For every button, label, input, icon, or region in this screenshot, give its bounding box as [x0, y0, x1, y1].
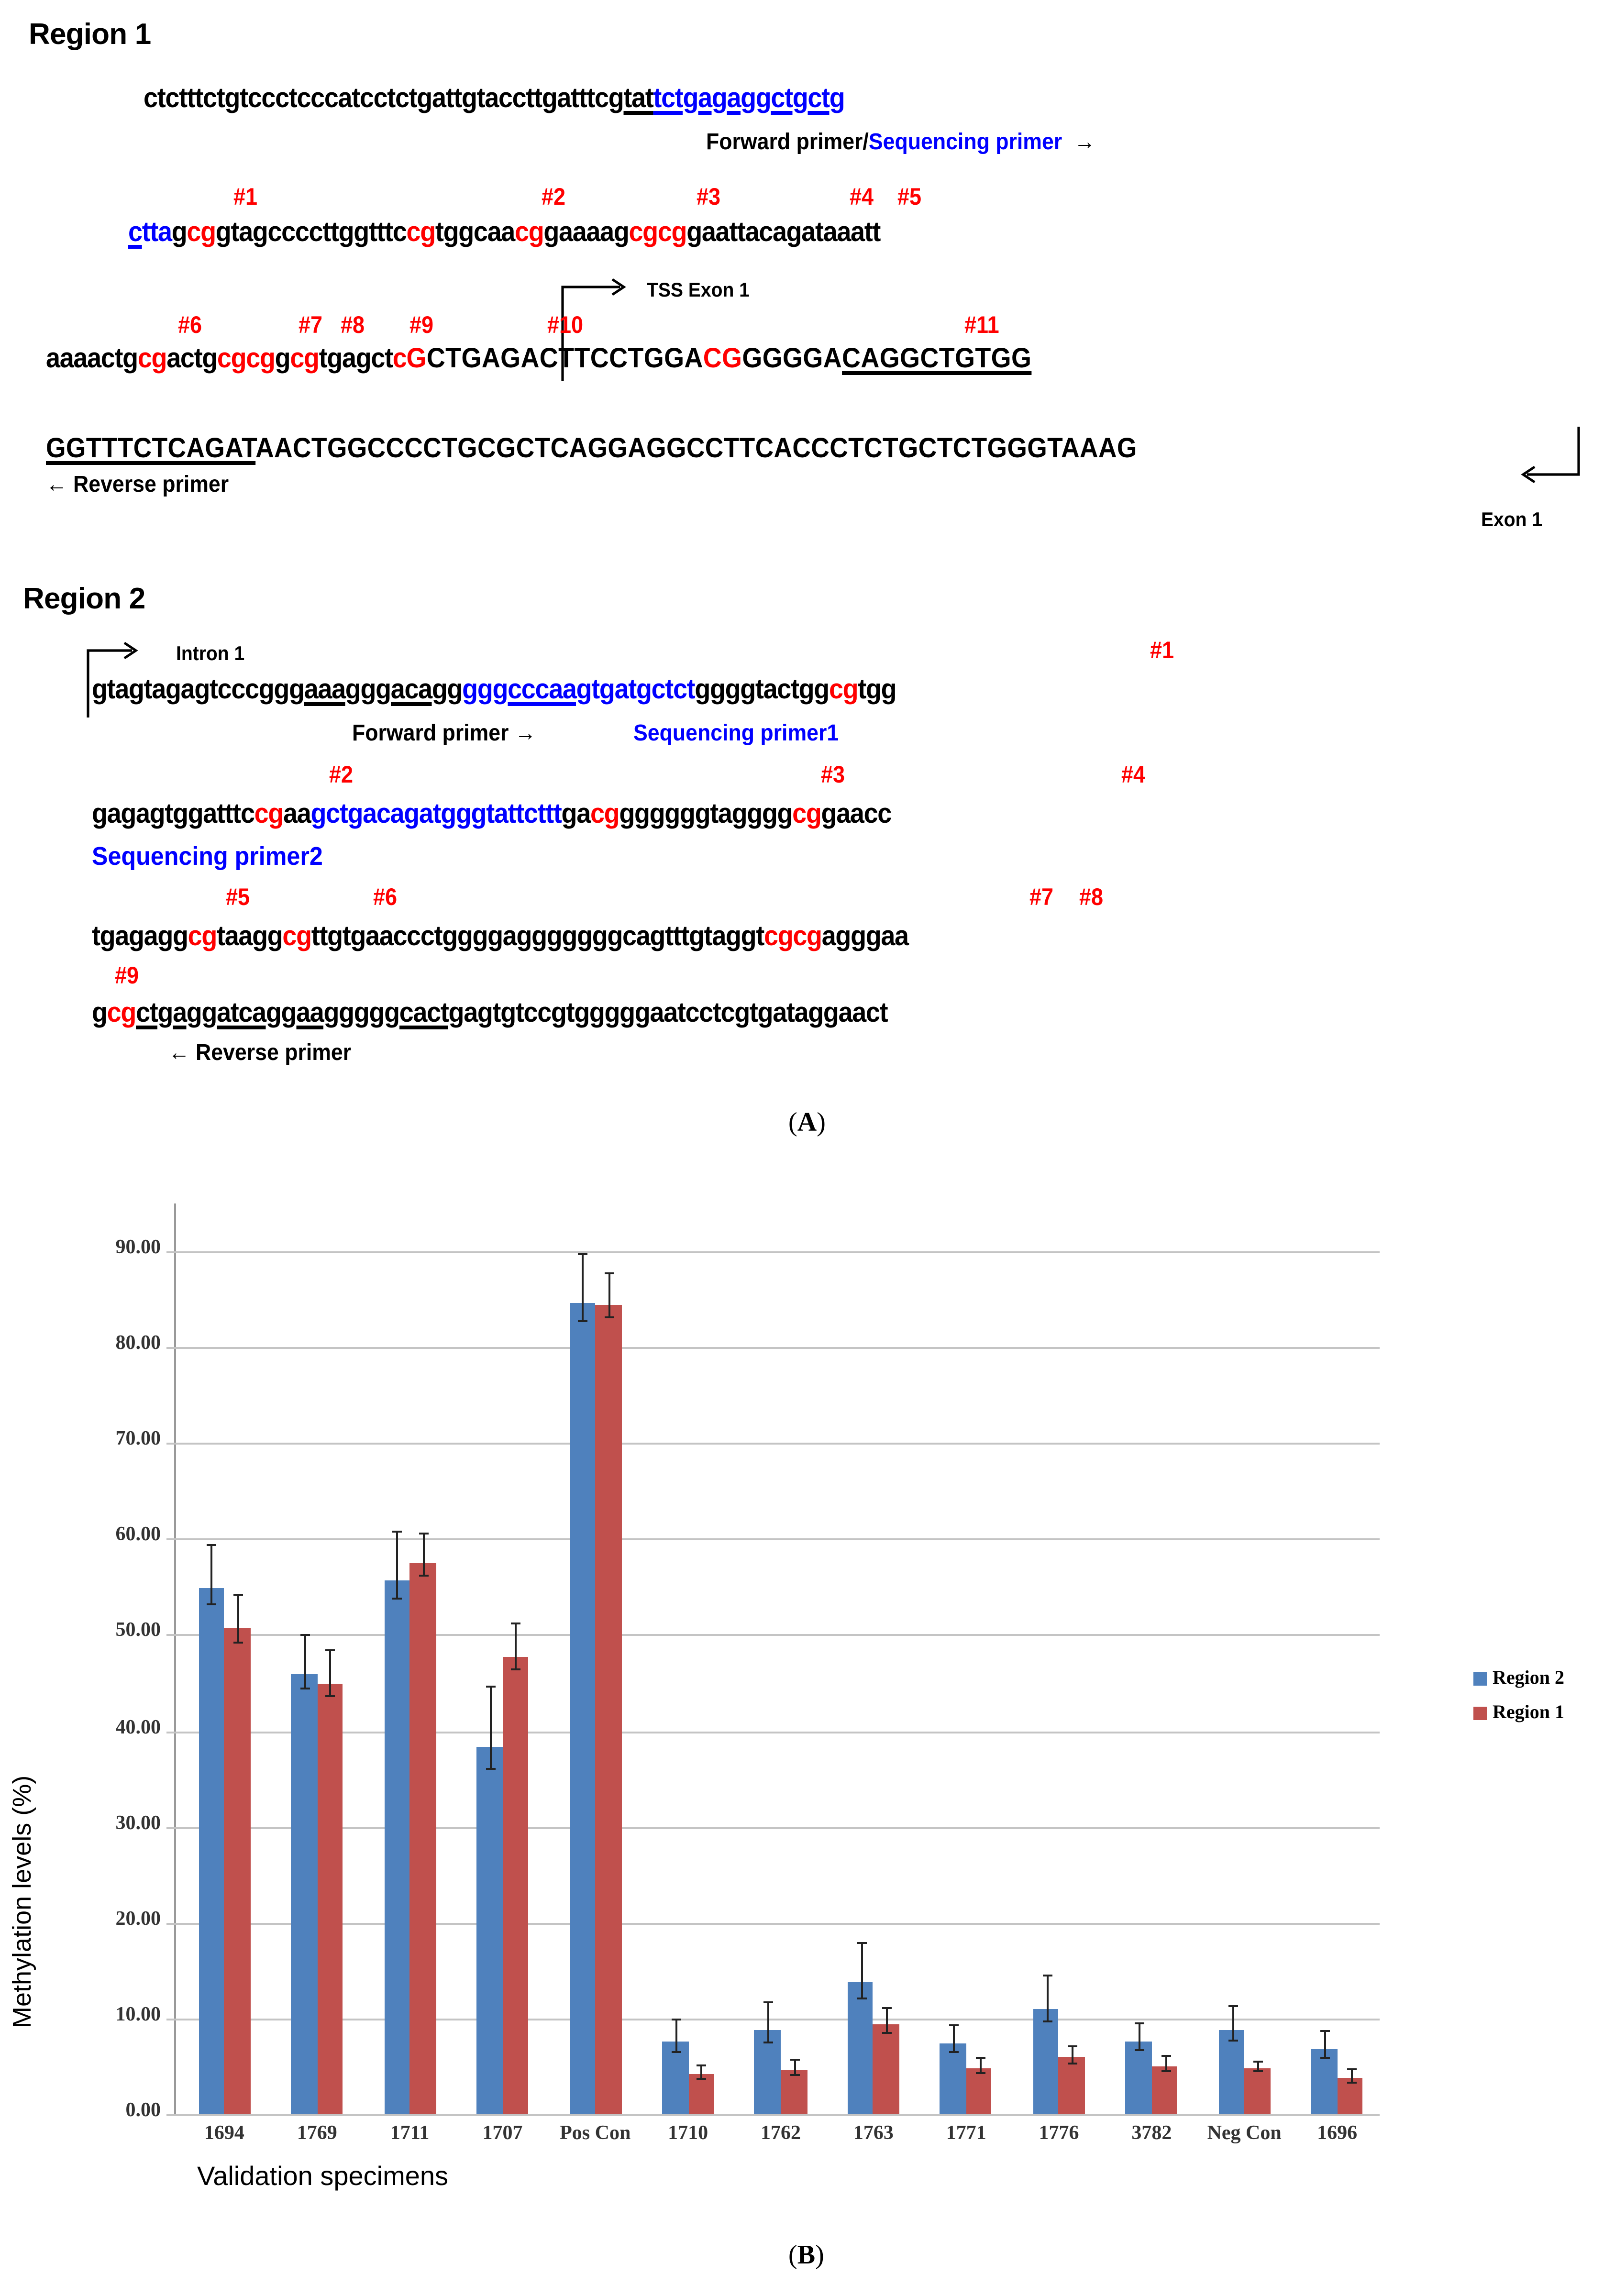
cpg-site: g: [121, 999, 136, 1029]
gridline: [166, 1731, 1380, 1733]
y-tick-label: 50.00: [115, 1621, 161, 1643]
y-tick-label: 20.00: [115, 1909, 161, 1931]
error-cap: [883, 2007, 892, 2009]
region2-seq-line3: tgagaggcgtaaggcgttgtgaaccctggggagggggggcagtttgtaggtcgcgagggaa: [92, 922, 908, 953]
error-bar: [211, 1545, 213, 1604]
sequencing-primer1-seq: gggcccaag: [462, 675, 592, 706]
error-cap: [697, 2065, 707, 2067]
error-bar: [330, 1650, 332, 1696]
gridline: [166, 1635, 1380, 1637]
cpg-mark: #3: [697, 184, 721, 210]
error-cap: [486, 1686, 495, 1688]
error-cap: [512, 1669, 521, 1671]
error-cap: [790, 2074, 799, 2076]
cpg-mark: #9: [115, 962, 139, 989]
error-bar: [768, 2002, 770, 2041]
exon1-label: Exon 1: [1481, 509, 1543, 532]
error-cap: [1161, 2055, 1171, 2057]
x-tick-label: 1696: [1317, 2124, 1358, 2145]
cpg-mark: #11: [964, 312, 999, 339]
error-cap: [671, 2051, 681, 2053]
gridline: [166, 1922, 1380, 1924]
seq-plain: ctctttctgtccctcccatcctctgattgtaccttgatttc: [144, 84, 608, 115]
y-tick-label: 70.00: [115, 1430, 161, 1451]
bar-region-1: [1059, 2058, 1085, 2114]
right-arrow-icon: →: [1074, 128, 1095, 155]
cpg-mark: #4: [1121, 762, 1146, 788]
bar-region-1: [1337, 2078, 1363, 2114]
error-cap: [1253, 2061, 1263, 2063]
cpg-mark: #1: [1150, 637, 1174, 664]
cpg-site: CG: [703, 344, 742, 375]
cpg-site: cgcg: [763, 922, 822, 953]
bar-region-1: [781, 2070, 807, 2114]
forward-primer-seq: gtat: [608, 84, 653, 115]
error-bar: [675, 2020, 677, 2051]
x-tick-label: 1707: [482, 2124, 523, 2145]
error-cap: [604, 1271, 614, 1273]
sequencing-primer2-label: Sequencing primer2: [92, 842, 323, 871]
y-tick-label: 0.00: [125, 2101, 161, 2122]
bar-region-2: [476, 1747, 502, 2114]
bar-region-1: [224, 1629, 250, 2114]
error-bar: [794, 2060, 796, 2074]
error-bar: [397, 1531, 398, 1597]
bar-region-1: [595, 1305, 621, 2114]
y-tick-label: 80.00: [115, 1334, 161, 1355]
error-cap: [1068, 2062, 1078, 2064]
y-axis-line: [174, 1203, 176, 2114]
error-cap: [604, 1317, 614, 1319]
error-bar: [979, 2058, 981, 2072]
cpg-mark: #7: [1029, 884, 1054, 911]
cpg-site: cg: [590, 800, 619, 830]
error-cap: [1346, 2081, 1356, 2083]
region2-forward-primer-label: Forward primer →: [352, 719, 536, 746]
plot-area: [174, 1203, 1380, 2114]
error-cap: [764, 2041, 774, 2043]
error-cap: [950, 2025, 959, 2027]
region2-seq-line2: gagagtggatttccgaagctgacagatgggtattctttgacgggggggtaggggcggaacc: [92, 800, 892, 830]
x-tick-label: 3782: [1131, 2124, 1172, 2145]
sequencing-primer2-seq: gctgacagatgggtattcttt: [310, 800, 562, 830]
error-bar: [304, 1635, 306, 1687]
error-cap: [1068, 2045, 1078, 2047]
x-axis-ticks: [174, 2116, 1380, 2154]
cpg-mark: #4: [850, 184, 874, 210]
cpg-mark: #10: [547, 312, 584, 339]
cpg-site: G: [406, 344, 427, 375]
tss-label: TSS Exon 1: [647, 279, 750, 302]
bar-region-2: [291, 1673, 317, 2114]
region2-reverse-primer-label: ← Reverse primer: [168, 1039, 352, 1066]
reverse-primer-seq: GGTTTCTCAGAT: [46, 434, 256, 465]
forward-primer-seq: ggaaagggacagg: [274, 675, 463, 706]
panel-b-label: (B): [788, 2242, 824, 2271]
x-tick-label: 1769: [297, 2124, 337, 2145]
error-cap: [486, 1768, 495, 1770]
y-tick-label: 60.00: [115, 1525, 161, 1547]
error-bar: [1165, 2055, 1167, 2070]
y-axis-ticks: [65, 1158, 170, 2152]
error-bar: [582, 1253, 584, 1321]
error-cap: [1320, 2030, 1330, 2032]
y-axis-label: Methylation levels (%): [8, 1775, 36, 2028]
region1-primer-note: [706, 128, 1095, 155]
cpg-mark: #7: [299, 312, 323, 339]
bar-region-1: [1151, 2066, 1177, 2114]
error-bar: [423, 1532, 425, 1575]
region2-title: Region 2: [23, 584, 145, 616]
cpg-site: c: [392, 344, 407, 375]
error-cap: [975, 2058, 985, 2060]
bar-region-1: [410, 1564, 436, 2114]
gridline: [166, 1539, 1380, 1541]
gridline: [166, 2019, 1380, 2020]
panel-a-label: (A): [788, 1110, 826, 1138]
error-cap: [1135, 2023, 1144, 2025]
x-axis-label: Validation specimens: [197, 2160, 449, 2191]
error-cap: [300, 1635, 310, 1637]
error-cap: [1042, 1974, 1051, 1976]
region1-title: Region 1: [29, 19, 151, 52]
bar-region-2: [1311, 2050, 1337, 2114]
error-cap: [578, 1253, 588, 1255]
error-cap: [1228, 2040, 1237, 2042]
region1-seq-line4: GGTTTCTCAGATAACTGGCCCCTGCGCTCAGGAGGCCTTCACCCTCTGCTCTGGGTAAAG: [46, 434, 1137, 465]
bar-region-2: [940, 2044, 966, 2114]
error-cap: [975, 2072, 985, 2074]
error-bar: [608, 1271, 610, 1317]
error-bar: [861, 1943, 863, 1997]
cpg-mark: #2: [542, 184, 566, 210]
error-bar: [1139, 2023, 1140, 2049]
reverse-primer-seq: CAGGCTGTGG: [842, 344, 1032, 375]
error-cap: [1228, 2006, 1237, 2008]
cpg-mark: #3: [821, 762, 845, 788]
error-cap: [326, 1696, 336, 1698]
y-tick-label: 40.00: [115, 1717, 161, 1739]
region1-seq-line1: [144, 84, 844, 115]
x-tick-label: 1771: [946, 2124, 986, 2145]
bar-region-2: [199, 1589, 224, 2114]
cpg-site: cg: [282, 922, 311, 953]
bar-region-2: [755, 2031, 781, 2114]
legend-item-region2: Region 2: [1473, 1668, 1564, 1689]
error-cap: [208, 1545, 217, 1546]
x-tick-label: 1694: [204, 2124, 244, 2145]
legend-swatch-blue: [1473, 1672, 1487, 1686]
error-bar: [489, 1686, 491, 1768]
cpg-site: cgcg: [217, 344, 275, 375]
x-tick-label: Pos Con: [560, 2124, 631, 2145]
error-cap: [1253, 2071, 1263, 2073]
cpg-mark: #2: [329, 762, 354, 788]
error-cap: [326, 1650, 336, 1652]
x-tick-label: 1711: [390, 2124, 430, 2145]
exon-end-arrow-icon: [1473, 425, 1588, 501]
sequencing-primer1-label: Sequencing primer1: [633, 719, 839, 746]
error-cap: [393, 1531, 402, 1533]
bar-region-2: [384, 1580, 409, 2114]
bar-region-2: [848, 1983, 874, 2114]
error-cap: [578, 1321, 588, 1323]
legend-item-region1: Region 1: [1473, 1703, 1564, 1724]
error-cap: [208, 1604, 217, 1606]
cpg-site: cg: [188, 922, 217, 953]
bar-region-1: [688, 2074, 714, 2114]
region2-seq-line4: gcgctgaggatcaggaagggggcactgagtgtccgtgggggaatcctcgtgataggaact: [92, 999, 888, 1029]
bar-region-1: [966, 2068, 992, 2114]
bar-region-1: [502, 1657, 528, 2114]
region1-reverse-primer-label: ← Reverse primer: [46, 471, 229, 497]
error-cap: [419, 1532, 429, 1534]
methylation-bar-chart: [0, 1158, 1615, 2229]
x-tick-label: 1710: [668, 2124, 708, 2145]
cpg-site: cgcg: [629, 218, 687, 249]
error-cap: [1320, 2057, 1330, 2059]
cpg-site: cg: [290, 344, 319, 375]
cpg-mark: #8: [341, 312, 365, 339]
error-cap: [1346, 2069, 1356, 2071]
error-bar: [1231, 2006, 1233, 2040]
region1-seq-line2: cttagcggtagccccttggtttccgtggcaacggaaaagcgcggaattacagataaatt: [128, 218, 881, 249]
bar-region-1: [317, 1684, 343, 2114]
error-cap: [950, 2051, 959, 2053]
cpg-mark: #6: [373, 884, 398, 911]
error-bar: [1324, 2030, 1326, 2057]
reverse-primer-seq: ctgaggatcaggaagggggcactg: [136, 999, 464, 1029]
error-cap: [1135, 2049, 1144, 2051]
error-bar: [516, 1623, 518, 1669]
region1-seq-line3: aaaactgcgactgcgcggcgtgagctcGCTGAGACTTCCTGGACGGGGGACAGGCTGTGG: [46, 344, 1032, 375]
y-tick-label: 90.00: [115, 1238, 161, 1259]
y-tick-label: 10.00: [115, 2005, 161, 2026]
error-bar: [1072, 2045, 1074, 2062]
gridline: [166, 1251, 1380, 1253]
cpg-mark: #9: [409, 312, 434, 339]
error-bar: [1046, 1974, 1048, 2020]
cpg-site: c: [107, 999, 121, 1029]
error-cap: [233, 1641, 243, 1643]
bar-region-2: [1033, 2009, 1059, 2114]
error-cap: [512, 1623, 521, 1625]
cpg-site: cg: [187, 218, 216, 249]
gridline: [166, 1443, 1380, 1445]
x-tick-label: 1763: [853, 2124, 894, 2145]
error-cap: [857, 1943, 866, 1944]
bar-region-2: [569, 1303, 595, 2114]
sequencing-primer-seq: tctgagaggctgctg: [653, 84, 845, 115]
cpg-site: cg: [792, 800, 821, 830]
cpg-mark: #5: [897, 184, 922, 210]
region2-seq-line1: gtagtagagtcccgggaaagggacagggggcccaagtgatgctctggggtactggcgtgg: [92, 675, 896, 706]
bar-region-2: [1218, 2031, 1244, 2114]
x-tick-label: Neg Con: [1207, 2124, 1282, 2145]
bar-region-2: [1126, 2042, 1151, 2114]
x-tick-label: 1776: [1039, 2124, 1079, 2145]
cpg-site: cg: [406, 218, 435, 249]
y-tick-label: 30.00: [115, 1813, 161, 1834]
cpg-site: cg: [137, 344, 167, 375]
cpg-site: cg: [254, 800, 284, 830]
error-cap: [671, 2020, 681, 2021]
error-cap: [764, 2002, 774, 2004]
gridline: [166, 1347, 1380, 1349]
error-cap: [233, 1595, 243, 1597]
error-cap: [790, 2060, 799, 2062]
forward-primer-label: Forward primer/: [706, 128, 869, 155]
error-cap: [300, 1687, 310, 1689]
sequencing-primer-label: Sequencing primer: [868, 128, 1062, 155]
error-cap: [1042, 2021, 1051, 2023]
cpg-mark: #5: [226, 884, 250, 911]
error-cap: [1161, 2070, 1171, 2072]
gridline: [166, 1827, 1380, 1829]
error-cap: [393, 1597, 402, 1599]
error-bar: [237, 1595, 239, 1641]
cpg-mark: #1: [233, 184, 258, 210]
error-cap: [419, 1575, 429, 1577]
cpg-mark: #8: [1079, 884, 1104, 911]
intron1-label: Intron 1: [176, 643, 245, 666]
legend-swatch-red: [1473, 1707, 1487, 1720]
cpg-site: cg: [829, 675, 858, 706]
error-bar: [886, 2007, 888, 2031]
cpg-mark: #6: [178, 312, 202, 339]
error-cap: [883, 2031, 892, 2033]
bar-region-2: [662, 2042, 688, 2114]
error-bar: [953, 2025, 955, 2051]
bar-region-1: [1244, 2068, 1270, 2114]
error-cap: [857, 1997, 866, 1999]
x-tick-label: 1762: [761, 2124, 801, 2145]
error-cap: [697, 2077, 707, 2079]
cpg-site: cg: [514, 218, 544, 249]
bar-region-1: [874, 2025, 899, 2114]
